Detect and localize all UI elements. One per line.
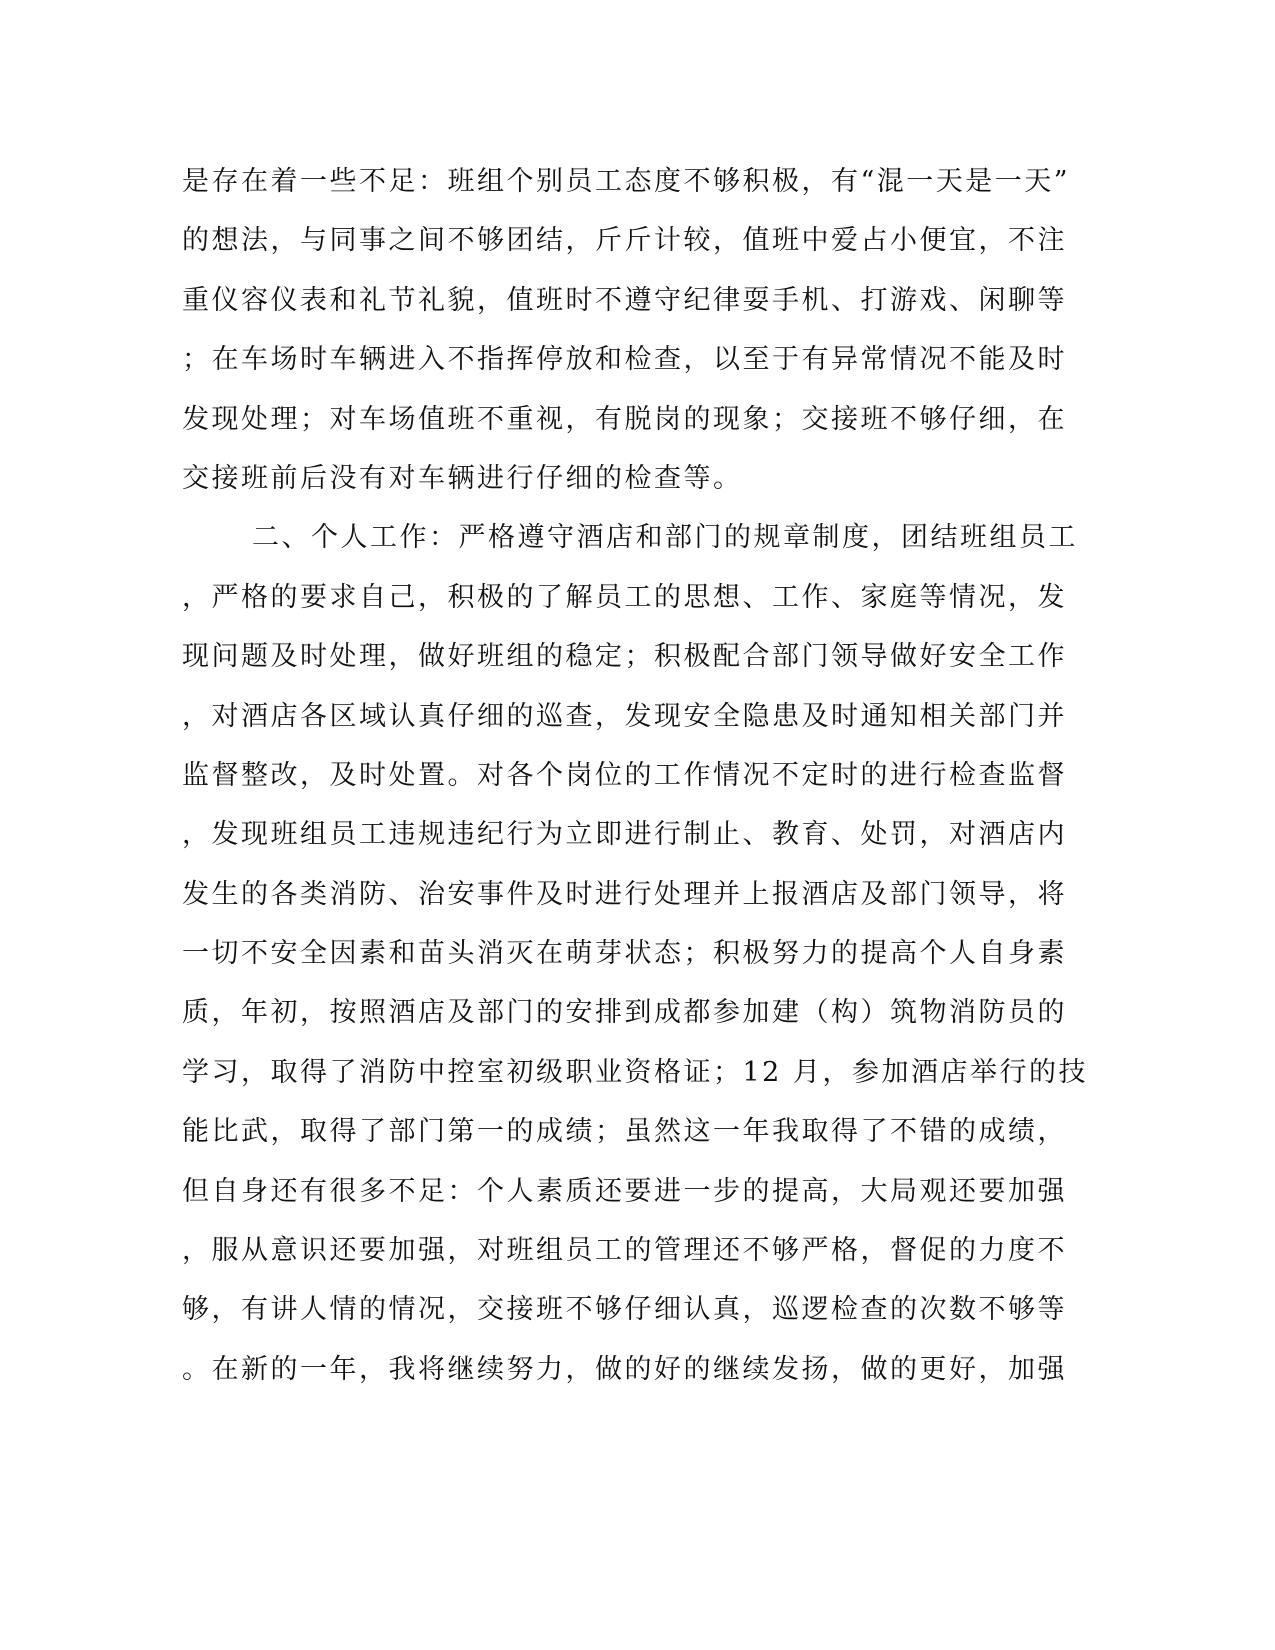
text-line: 的想法，与同事之间不够团结，斤斤计较，值班中爱占小便宜，不注: [182, 225, 1067, 257]
text-line: 但自身还有很多不足：个人素质还要进一步的提高，大局观还要加强: [182, 1175, 1067, 1207]
text-line: ，发现班组员工违规违纪行为立即进行制止、教育、处罚，对酒店内: [182, 819, 1067, 851]
text-line: 学习，取得了消防中控室初级职业资格证；12 月，参加酒店举行的技: [182, 1056, 1088, 1088]
text-line: ，对酒店各区域认真仔细的巡查，发现安全隐患及时通知相关部门并: [182, 700, 1067, 732]
text-line: 一切不安全因素和苗头消灭在萌芽状态；积极努力的提高个人自身素: [182, 938, 1067, 970]
paragraph-start-line: 二、个人工作：严格遵守酒店和部门的规章制度，团结班组员工: [252, 522, 1078, 554]
text-line: 现问题及时处理，做好班组的稳定；积极配合部门领导做好安全工作: [182, 641, 1067, 673]
text-line: 能比武，取得了部门第一的成绩；虽然这一年我取得了不错的成绩，: [182, 1116, 1067, 1148]
text-line: ，服从意识还要加强，对班组员工的管理还不够严格，督促的力度不: [182, 1235, 1067, 1267]
text-line: 发生的各类消防、治安事件及时进行处理并上报酒店及部门领导，将: [182, 878, 1067, 910]
text-line: 交接班前后没有对车辆进行仔细的检查等。: [182, 462, 743, 494]
text-line: 。在新的一年，我将继续努力，做的好的继续发扬，做的更好，加强: [182, 1353, 1067, 1385]
text-line: 监督整改，及时处置。对各个岗位的工作情况不定时的进行检查监督: [182, 759, 1067, 791]
text-line: ；在车场时车辆进入不指挥停放和检查，以至于有异常情况不能及时: [182, 344, 1067, 376]
text-line: ，严格的要求自己，积极的了解员工的思想、工作、家庭等情况，发: [182, 581, 1067, 613]
text-line: 是存在着一些不足：班组个别员工态度不够积极，有“混一天是一天”: [182, 166, 1071, 197]
text-line: 够，有讲人情的情况，交接班不够仔细认真，巡逻检查的次数不够等: [182, 1294, 1067, 1326]
text-line: 重仪容仪表和礼节礼貌，值班时不遵守纪律耍手机、打游戏、闲聊等: [182, 284, 1067, 316]
text-line: 发现处理；对车场值班不重视，有脱岗的现象；交接班不够仔细，在: [182, 403, 1067, 435]
text-line: 质，年初，按照酒店及部门的安排到成都参加建（构）筑物消防员的: [182, 997, 1067, 1029]
body-text: [182, 152, 1088, 1399]
